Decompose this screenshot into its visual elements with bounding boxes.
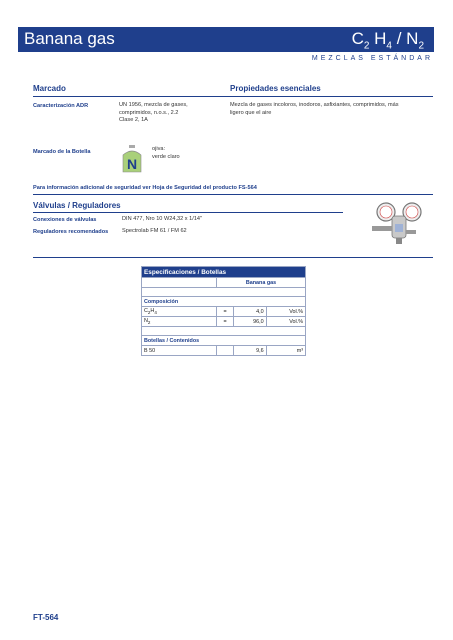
regulator-value: Spectrolab FM 61 / FM 62 — [122, 228, 187, 234]
valve-connection-value: DIN 477, Nro 10 W24,32 x 1/14" — [122, 216, 203, 222]
chemical-formula: $C_2$ $H_4 / N_2$ — [351, 29, 424, 52]
botellas-label: Botellas / Contenidos — [142, 336, 306, 346]
valvulas-heading: Válvulas / Reguladores — [33, 201, 121, 210]
divider — [33, 194, 433, 195]
marcado-heading: Marcado — [33, 84, 66, 93]
column-header: Banana gas — [217, 278, 306, 288]
bottle-letter: N — [126, 156, 138, 172]
table-row: $C_2H_4$ = 4,0 Vol.% — [142, 307, 306, 317]
specifications-table — [141, 266, 306, 356]
bottle-label: Marcado de la Botella — [33, 149, 91, 155]
regulator-image — [370, 200, 430, 246]
propiedades-heading: Propiedades esenciales — [230, 84, 321, 93]
adr-label: Caracterización ADR — [33, 103, 89, 109]
adr-value: UN 1956, mezcla de gases, comprimidos, n.o.s., 2.2 Clase 2, 1A — [119, 102, 188, 124]
table-row: $N_2$ = 96,0 Vol.% — [142, 317, 306, 327]
table-row: B 50 9,6 m³ — [142, 346, 306, 356]
page-title: Banana gas — [24, 29, 115, 48]
valve-connection-label: Conexiones de válvulas — [33, 217, 97, 223]
divider — [33, 96, 433, 97]
divider — [33, 257, 433, 258]
composicion-label: Composición — [142, 297, 306, 307]
specifications-header: Especificaciones / Botellas — [142, 267, 306, 278]
regulator-label: Reguladores recomendados — [33, 229, 109, 235]
document-code: FT-564 — [33, 613, 59, 622]
divider — [33, 212, 343, 213]
category-subtitle: MEZCLAS ESTÁNDAR — [311, 55, 433, 62]
bottle-color: ojiva: verde claro — [152, 146, 180, 160]
title-banner — [18, 27, 434, 52]
seguridad-note: Para información adicional de seguridad ver Hoja de Seguridad del producto FS-564 — [33, 185, 257, 191]
propiedades-text: Mezcla de gases incoloros, inodoros, asfixiantes, comprimidos, más ligero que el aire — [230, 102, 399, 116]
bottle-icon — [118, 145, 146, 173]
